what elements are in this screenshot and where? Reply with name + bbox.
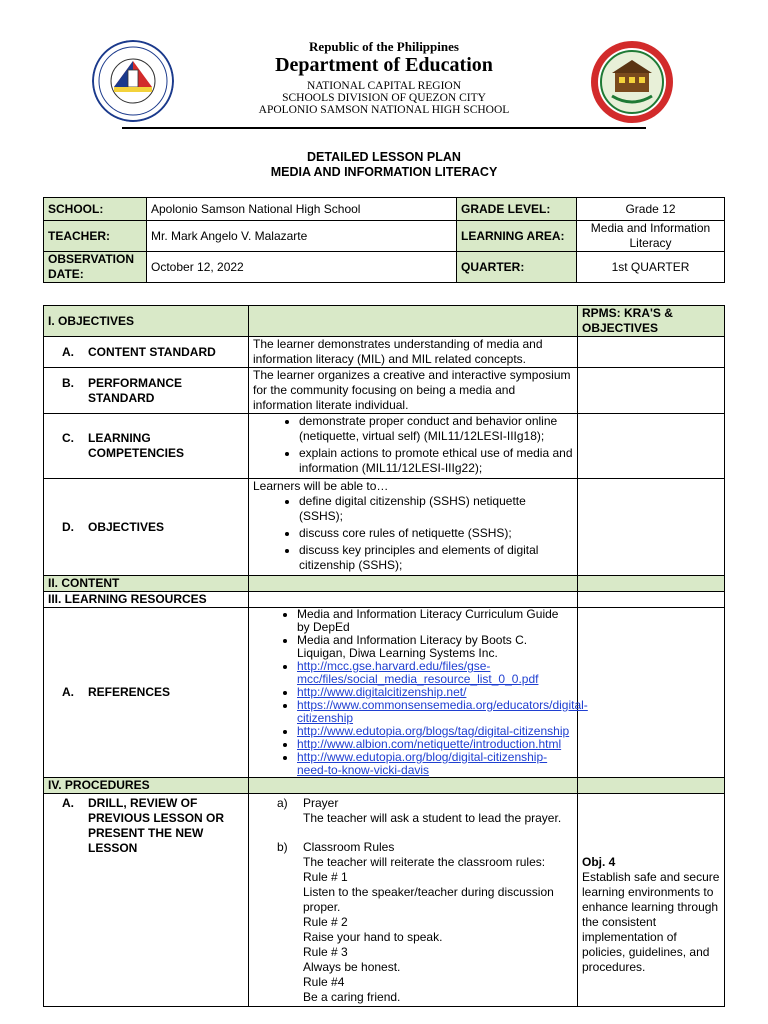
content-standard-row [44, 337, 725, 368]
learning-competencies-list-cell [249, 414, 578, 479]
list-item: • demonstrate proper conduct and behavior online (netiquette, virtual self) (MIL11/12LESI-IIIg18); [299, 414, 573, 444]
objectives-label: OBJECTIVES [88, 519, 165, 534]
lesson-info-table [43, 197, 725, 283]
content-header-row [44, 576, 725, 592]
reference-link[interactable]: http://www.digitalcitizenship.net/ [297, 685, 467, 699]
procedures-heading-blank [249, 778, 578, 794]
drill-letter: A. [62, 796, 74, 810]
school-label: SCHOOL: [44, 198, 147, 221]
teacher-label: TEACHER: [44, 221, 147, 252]
procedures-header-row [44, 778, 725, 794]
references-cell [44, 608, 249, 778]
obj4-cell [578, 794, 725, 1007]
department-name: Department of Education [275, 54, 493, 76]
rule-text: Always be honest. [303, 960, 401, 974]
objectives-heading-blank [249, 306, 578, 337]
prayer-title: Prayer [303, 796, 339, 810]
letterhead [0, 0, 768, 130]
list-item [297, 698, 588, 725]
list-item: • explain actions to promote ethical use of media and information (MIL11/12LESI-IIIg22); [299, 446, 573, 476]
rpms-cell [578, 414, 725, 479]
objectives-letter: D. [62, 519, 74, 534]
reference-link[interactable]: https://www.commonsensemedia.org/educators/digital-citizenship [297, 698, 588, 725]
drill-label: DRILL, REVIEW OF PREVIOUS LESSON OR PRESENT THE NEW LESSON [88, 796, 225, 855]
region-line: NATIONAL CAPITAL REGION [306, 80, 462, 92]
header-divider [122, 127, 646, 129]
observation-date-value: October 12, 2022 [147, 252, 457, 283]
references-letter: A. [62, 685, 74, 699]
rpms-cell [578, 608, 725, 778]
resources-heading-blank-2 [578, 592, 725, 608]
learning-competencies-letter: C. [62, 431, 74, 445]
rule-label: Rule # 2 [303, 915, 348, 929]
content-standard-cell [44, 337, 249, 368]
references-label: REFERENCES [88, 685, 171, 699]
list-item: • discuss key principles and elements of digital citizenship (SSHS); [299, 543, 573, 573]
objectives-heading: I. OBJECTIVES [44, 306, 249, 337]
teacher-value: Mr. Mark Angelo V. Malazarte [147, 221, 457, 252]
obj4-text: Establish safe and secure learning environments to enhance learning through the consistent implementation of policies, guidelines, and procedures. [582, 870, 720, 974]
content-standard-label: CONTENT STANDARD [88, 344, 216, 359]
list-item [297, 751, 573, 777]
rpms-cell [578, 337, 725, 368]
competencies-list [253, 414, 573, 476]
learning-competencies-cell [44, 414, 249, 479]
rpms-heading: RPMS: KRA'S & OBJECTIVES [578, 306, 725, 337]
resources-heading: III. LEARNING RESOURCES [44, 592, 249, 608]
performance-standard-letter: B. [62, 375, 74, 390]
objectives-list [253, 494, 573, 573]
content-heading: II. CONTENT [44, 576, 249, 592]
school-value: Apolonio Samson National High School [147, 198, 457, 221]
list-item: • discuss core rules of netiquette (SSHS); [299, 526, 573, 541]
reference-link[interactable]: http://www.edutopia.org/blog/digital-citizenship-need-to-know-vicki-davis [297, 750, 548, 777]
list-item: • Media and Information Literacy by Boots C. Liquigan, Diwa Learning Systems Inc. [297, 634, 573, 660]
learning-competencies-row [44, 414, 725, 479]
performance-standard-cell [44, 368, 249, 414]
grade-label: GRADE LEVEL: [457, 198, 577, 221]
performance-standard-text: The learner organizes a creative and interactive symposium for the community focusing on being a media and information literate individual. [249, 368, 578, 414]
reference-link[interactable]: http://mcc.gse.harvard.edu/files/gse-mcc/files/social_media_resource_list_0_0.pdf [297, 659, 539, 686]
prayer-text: The teacher will ask a student to lead the prayer. [303, 811, 562, 825]
references-row [44, 608, 725, 778]
objectives-row [44, 479, 725, 576]
procedures-heading: IV. PROCEDURES [44, 778, 249, 794]
info-row [44, 198, 725, 221]
references-list [253, 607, 588, 777]
rule-text: Raise your hand to speak. [303, 930, 443, 944]
learning-competencies-label: LEARNING COMPETENCIES [88, 431, 185, 460]
rule-label: Rule # 3 [303, 945, 348, 959]
quarter-label: QUARTER: [457, 252, 577, 283]
observation-date-label: OBSERVATION DATE: [44, 252, 147, 283]
resources-heading-blank [249, 592, 578, 608]
obj4-title: Obj. 4 [582, 855, 616, 869]
learning-area-value: Media and Information Literacy [577, 221, 725, 252]
reference-link[interactable]: http://www.albion.com/netiquette/introduction.html [297, 737, 562, 751]
document-subtitle: MEDIA AND INFORMATION LITERACY [270, 165, 498, 179]
objectives-list-cell [249, 479, 578, 576]
rules-intro: The teacher will reiterate the classroom rules: [303, 855, 546, 869]
rule-text: Be a caring friend. [303, 990, 401, 1004]
references-list-cell [249, 607, 588, 778]
resources-header-row [44, 592, 725, 608]
drill-row [44, 794, 725, 1007]
quarter-value: 1st QUARTER [577, 252, 725, 283]
division-line: SCHOOLS DIVISION OF QUEZON CITY [282, 92, 486, 104]
content-standard-letter: A. [62, 344, 74, 359]
objectives-cell [44, 479, 249, 576]
school-line: APOLONIO SAMSON NATIONAL HIGH SCHOOL [258, 104, 510, 116]
document-title: DETAILED LESSON PLAN [307, 150, 461, 164]
reference-link[interactable]: http://www.edutopia.org/blogs/tag/digital-citizenship [297, 724, 570, 738]
rule-text: Listen to the speaker/teacher during discussion proper. [303, 885, 554, 914]
learning-area-label: LEARNING AREA: [457, 221, 577, 252]
grade-value: Grade 12 [577, 198, 725, 221]
rule-label: Rule # 1 [303, 870, 348, 884]
content-standard-text: The learner demonstrates understanding of media and information literacy (MIL) and MIL related concepts. [249, 337, 578, 368]
drill-cell [44, 794, 249, 1007]
rpms-cell [578, 368, 725, 414]
rules-letter: b) [277, 840, 288, 854]
objectives-intro: Learners will be able to… [253, 479, 389, 493]
info-row [44, 252, 725, 283]
content-heading-blank-2 [578, 576, 725, 592]
performance-standard-label: PERFORMANCE STANDARD [88, 375, 183, 405]
rule-label: Rule #4 [303, 975, 345, 989]
list-item: • define digital citizenship (SSHS) netiquette (SSHS); [299, 494, 573, 524]
info-row [44, 221, 725, 252]
list-item: • Media and Information Literacy Curriculum Guide by DepEd [297, 608, 573, 634]
content-heading-blank [249, 576, 578, 592]
rpms-cell [578, 479, 725, 576]
prayer-letter: a) [277, 796, 288, 810]
drill-content-cell [249, 794, 578, 1007]
lesson-plan-table [43, 305, 725, 1007]
performance-standard-row [44, 368, 725, 414]
rules-title: Classroom Rules [303, 840, 395, 854]
republic-line: Republic of the Philippines [309, 39, 459, 54]
objectives-header-row [44, 306, 725, 337]
procedures-heading-blank-2 [578, 778, 725, 794]
list-item [297, 660, 573, 686]
